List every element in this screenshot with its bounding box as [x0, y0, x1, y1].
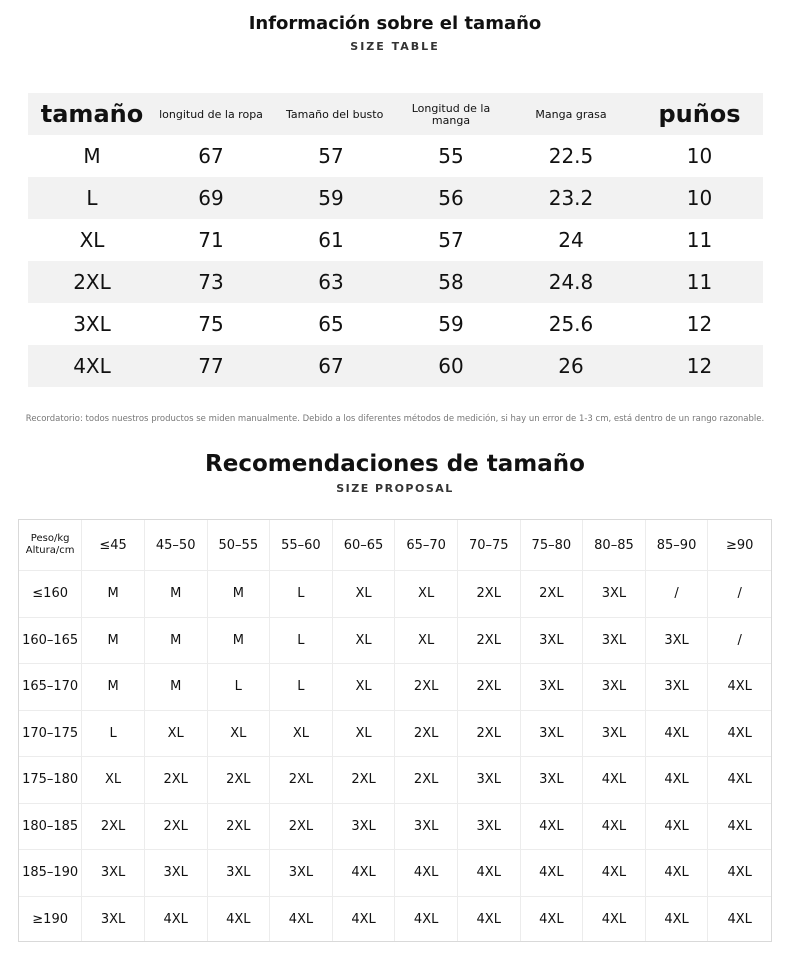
recommended-size-cell: 4XL	[333, 897, 396, 943]
recommended-size-cell: 2XL	[145, 804, 208, 851]
recommended-size-cell: 4XL	[208, 897, 271, 943]
recommended-size-cell: 4XL	[583, 804, 646, 851]
recommended-size-cell: 3XL	[395, 804, 458, 851]
recommended-size-cell: 4XL	[270, 897, 333, 943]
header-bust: Tamaño del busto	[286, 108, 384, 121]
recommended-size-cell: 3XL	[82, 850, 145, 897]
recommended-size-cell: 2XL	[395, 664, 458, 711]
recommended-size-cell: M	[145, 571, 208, 618]
recommended-size-cell: L	[208, 664, 271, 711]
table-row	[28, 261, 763, 303]
proposal-row	[19, 571, 771, 618]
recommended-size-cell: 2XL	[521, 571, 584, 618]
proposal-corner-cell	[19, 520, 82, 571]
recommended-size-cell: 4XL	[458, 850, 521, 897]
header-cuffs: puños	[658, 100, 741, 128]
recommended-size-cell: 4XL	[708, 897, 771, 943]
weight-range-header: 55–60	[270, 520, 333, 571]
recommended-size-cell: XL	[333, 711, 396, 758]
table-cell: M	[83, 144, 101, 168]
recommended-size-cell: 4XL	[458, 897, 521, 943]
recommended-size-cell: 4XL	[646, 897, 709, 943]
recommended-size-cell: 4XL	[646, 850, 709, 897]
proposal-subtitle: SIZE PROPOSAL	[336, 482, 454, 495]
recommended-size-cell: 4XL	[583, 850, 646, 897]
table-cell: 71	[198, 228, 224, 252]
table-row	[28, 135, 763, 177]
recommended-size-cell: 3XL	[208, 850, 271, 897]
weight-range-header: 50–55	[208, 520, 271, 571]
recommended-size-cell: 3XL	[521, 618, 584, 665]
table-row	[28, 177, 763, 219]
table-cell: 77	[198, 354, 224, 378]
table-cell: 55	[438, 144, 464, 168]
recommended-size-cell: 4XL	[708, 664, 771, 711]
recommended-size-cell: M	[82, 571, 145, 618]
recommended-size-cell: M	[208, 571, 271, 618]
recommended-size-cell: 4XL	[646, 804, 709, 851]
table-row	[28, 345, 763, 387]
recommended-size-cell: 3XL	[521, 757, 584, 804]
table-row	[28, 219, 763, 261]
height-range-label: ≤160	[19, 571, 82, 618]
recommended-size-cell: XL	[145, 711, 208, 758]
recommended-size-cell: 4XL	[521, 804, 584, 851]
table-cell: 2XL	[73, 270, 111, 294]
table-cell: XL	[79, 228, 105, 252]
recommended-size-cell: 3XL	[521, 664, 584, 711]
table-cell: 65	[318, 312, 344, 336]
recommended-size-cell: 3XL	[458, 804, 521, 851]
size-table-subtitle: SIZE TABLE	[350, 40, 440, 53]
recommended-size-cell: 4XL	[708, 804, 771, 851]
recommended-size-cell: 2XL	[270, 757, 333, 804]
recommended-size-cell: M	[145, 618, 208, 665]
height-range-label: 175–180	[19, 757, 82, 804]
recommended-size-cell: 4XL	[646, 757, 709, 804]
recommended-size-cell: 4XL	[145, 897, 208, 943]
recommended-size-cell: 2XL	[82, 804, 145, 851]
table-row	[28, 303, 763, 345]
size-table-header	[28, 93, 763, 135]
table-cell: 59	[318, 186, 344, 210]
weight-range-header: 60–65	[333, 520, 396, 571]
recommended-size-cell: 3XL	[646, 618, 709, 665]
table-cell: 12	[686, 354, 713, 378]
size-table-title: Información sobre el tamaño	[248, 13, 542, 34]
table-cell: 69	[198, 186, 224, 210]
recommended-size-cell: XL	[395, 571, 458, 618]
height-axis-label: Altura/cm	[25, 545, 75, 556]
recommended-size-cell: XL	[270, 711, 333, 758]
weight-range-header: 65–70	[395, 520, 458, 571]
recommended-size-cell: 2XL	[458, 571, 521, 618]
table-cell: 4XL	[73, 354, 111, 378]
height-range-label: 165–170	[19, 664, 82, 711]
recommended-size-cell: 2XL	[333, 757, 396, 804]
table-cell: 56	[438, 186, 464, 210]
table-cell: 10	[686, 144, 713, 168]
recommended-size-cell: 3XL	[583, 664, 646, 711]
recommended-size-cell: M	[208, 618, 271, 665]
weight-range-header: 80–85	[583, 520, 646, 571]
table-cell: 24.8	[548, 270, 594, 294]
recommended-size-cell: 4XL	[395, 850, 458, 897]
table-cell: 24	[558, 228, 584, 252]
proposal-row	[19, 804, 771, 851]
recommended-size-cell: XL	[333, 571, 396, 618]
recommended-size-cell: 3XL	[270, 850, 333, 897]
header-length: longitud de la ropa	[159, 108, 263, 121]
recommended-size-cell: 3XL	[521, 711, 584, 758]
recommended-size-cell: L	[270, 664, 333, 711]
recommended-size-cell: 2XL	[458, 618, 521, 665]
weight-range-header: ≤45	[82, 520, 145, 571]
table-cell: 10	[686, 186, 713, 210]
recommended-size-cell: 4XL	[521, 850, 584, 897]
table-cell: 11	[686, 270, 713, 294]
recommended-size-cell: 2XL	[270, 804, 333, 851]
recommended-size-cell: /	[708, 571, 771, 618]
recommended-size-cell: M	[82, 664, 145, 711]
table-cell: L	[86, 186, 98, 210]
recommended-size-cell: 3XL	[583, 618, 646, 665]
height-range-label: 185–190	[19, 850, 82, 897]
recommended-size-cell: /	[646, 571, 709, 618]
recommended-size-cell: 4XL	[708, 850, 771, 897]
measurement-reminder: Recordatorio: todos nuestros productos se miden manualmente. Debido a los diferentes métodos de medición, si hay un error de 1-3 cm, está dentro de un rango razonable.	[25, 414, 765, 424]
table-cell: 60	[438, 354, 464, 378]
recommended-size-cell: 4XL	[708, 711, 771, 758]
height-range-label: 180–185	[19, 804, 82, 851]
proposal-row	[19, 897, 771, 943]
recommended-size-cell: 4XL	[333, 850, 396, 897]
weight-range-header: 85–90	[646, 520, 709, 571]
table-cell: 3XL	[73, 312, 111, 336]
table-cell: 12	[686, 312, 713, 336]
recommended-size-cell: 3XL	[333, 804, 396, 851]
recommended-size-cell: XL	[333, 618, 396, 665]
proposal-row	[19, 757, 771, 804]
proposal-title: Recomendaciones de tamaño	[205, 451, 585, 477]
weight-range-header: 75–80	[521, 520, 584, 571]
recommended-size-cell: 2XL	[395, 757, 458, 804]
recommended-size-cell: 3XL	[458, 757, 521, 804]
height-range-label: ≥190	[19, 897, 82, 943]
table-cell: 73	[198, 270, 224, 294]
weight-axis-label: Peso/kg	[30, 533, 70, 544]
recommended-size-cell: L	[270, 618, 333, 665]
table-cell: 59	[438, 312, 464, 336]
table-cell: 67	[318, 354, 344, 378]
table-cell: 67	[198, 144, 224, 168]
recommended-size-cell: 4XL	[395, 897, 458, 943]
table-cell: 11	[686, 228, 713, 252]
recommended-size-cell: 4XL	[708, 757, 771, 804]
proposal-row	[19, 618, 771, 665]
header-sleeve-length: Longitud de la manga	[411, 102, 491, 127]
table-cell: 22.5	[548, 144, 594, 168]
table-cell: 58	[438, 270, 464, 294]
proposal-row	[19, 711, 771, 758]
recommended-size-cell: L	[82, 711, 145, 758]
height-range-label: 170–175	[19, 711, 82, 758]
table-cell: 25.6	[548, 312, 594, 336]
table-cell: 23.2	[548, 186, 594, 210]
recommended-size-cell: 2XL	[395, 711, 458, 758]
recommended-size-cell: 3XL	[145, 850, 208, 897]
size-proposal-grid	[18, 519, 772, 942]
recommended-size-cell: L	[270, 571, 333, 618]
recommended-size-cell: XL	[395, 618, 458, 665]
table-cell: 75	[198, 312, 224, 336]
recommended-size-cell: 4XL	[583, 757, 646, 804]
recommended-size-cell: 3XL	[646, 664, 709, 711]
recommended-size-cell: 2XL	[458, 664, 521, 711]
recommended-size-cell: XL	[208, 711, 271, 758]
proposal-header-row	[19, 520, 771, 571]
table-cell: 26	[558, 354, 584, 378]
table-cell: 63	[318, 270, 344, 294]
recommended-size-cell: /	[708, 618, 771, 665]
recommended-size-cell: 2XL	[145, 757, 208, 804]
header-size: tamaño	[40, 100, 144, 128]
recommended-size-cell: 4XL	[646, 711, 709, 758]
weight-range-header: 45–50	[145, 520, 208, 571]
recommended-size-cell: 3XL	[82, 897, 145, 943]
recommended-size-cell: 4XL	[521, 897, 584, 943]
proposal-row	[19, 850, 771, 897]
height-range-label: 160–165	[19, 618, 82, 665]
recommended-size-cell: 4XL	[583, 897, 646, 943]
table-cell: 57	[318, 144, 344, 168]
recommended-size-cell: M	[82, 618, 145, 665]
recommended-size-cell: 3XL	[583, 711, 646, 758]
recommended-size-cell: 2XL	[208, 757, 271, 804]
recommended-size-cell: XL	[333, 664, 396, 711]
recommended-size-cell: XL	[82, 757, 145, 804]
header-sleeve-width: Manga grasa	[535, 108, 607, 121]
table-cell: 57	[438, 228, 464, 252]
recommended-size-cell: 2XL	[208, 804, 271, 851]
proposal-row	[19, 664, 771, 711]
size-table	[28, 93, 763, 387]
weight-range-header: ≥90	[708, 520, 771, 571]
weight-range-header: 70–75	[458, 520, 521, 571]
recommended-size-cell: M	[145, 664, 208, 711]
recommended-size-cell: 3XL	[583, 571, 646, 618]
recommended-size-cell: 2XL	[458, 711, 521, 758]
table-cell: 61	[318, 228, 344, 252]
